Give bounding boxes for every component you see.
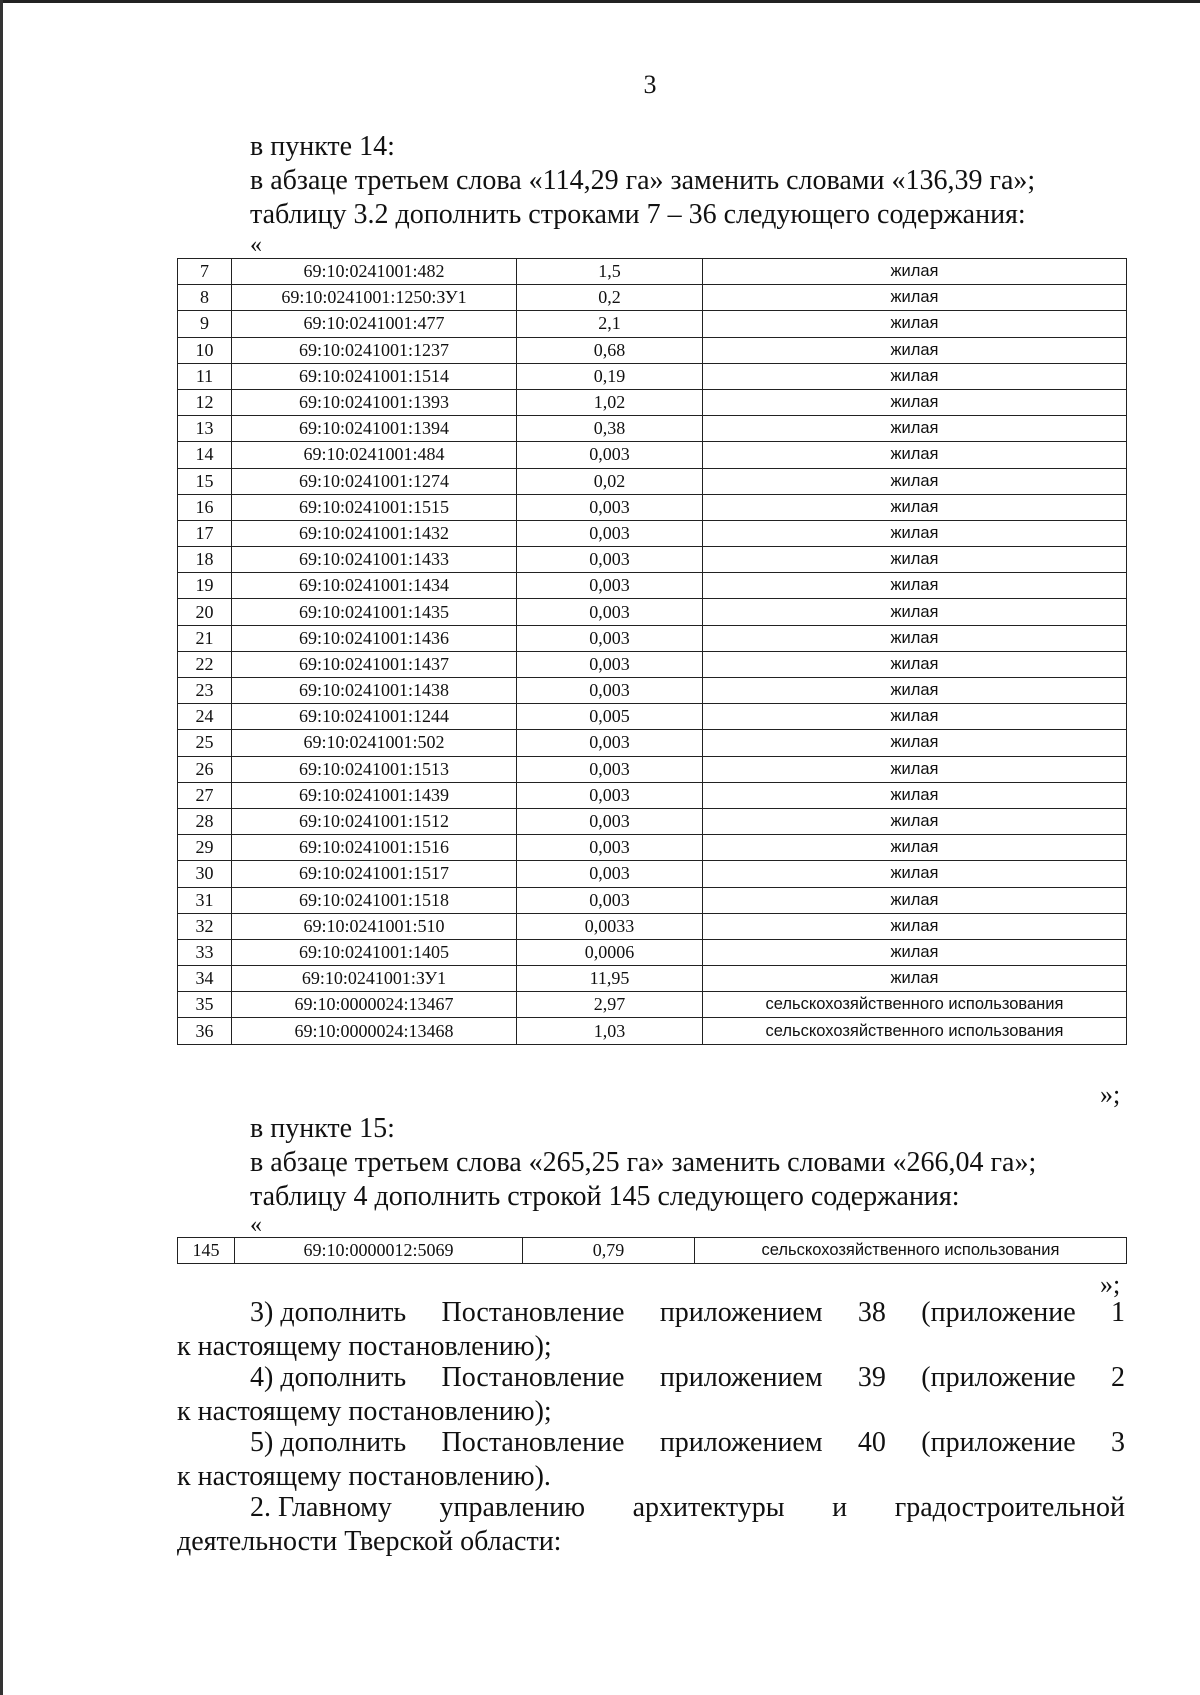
zone-type: жилая <box>703 547 1127 573</box>
table-row <box>178 389 1127 415</box>
table-row <box>178 625 1127 651</box>
zone-type: жилая <box>703 573 1127 599</box>
table-row <box>178 835 1127 861</box>
scan-left-edge <box>0 0 3 1695</box>
zone-type: жилая <box>703 599 1127 625</box>
cadastral-number: 69:10:0241001:1514 <box>232 363 517 389</box>
cadastral-number: 69:10:0241001:1438 <box>232 678 517 704</box>
table-row <box>178 573 1127 599</box>
table-row <box>178 1238 1127 1264</box>
area-value: 0,003 <box>517 547 703 573</box>
table-row <box>178 887 1127 913</box>
table-row <box>178 494 1127 520</box>
row-number: 25 <box>178 730 232 756</box>
area-value: 0,003 <box>517 730 703 756</box>
table-row <box>178 756 1127 782</box>
row-number: 145 <box>178 1238 235 1264</box>
area-value: 0,003 <box>517 625 703 651</box>
section14-close-quote: »; <box>1100 1080 1121 1109</box>
cadastral-number: 69:10:0241001:1513 <box>232 756 517 782</box>
area-value: 0,003 <box>517 651 703 677</box>
cadastral-number: 69:10:0241001:1518 <box>232 887 517 913</box>
zone-type: жилая <box>703 416 1127 442</box>
cadastral-number: 69:10:0241001:1515 <box>232 494 517 520</box>
area-value: 2,97 <box>517 992 703 1018</box>
area-value: 0,38 <box>517 416 703 442</box>
cadastral-number: 69:10:0000012:5069 <box>235 1238 523 1264</box>
row-number: 26 <box>178 756 232 782</box>
row-number: 23 <box>178 678 232 704</box>
zone-type: жилая <box>703 808 1127 834</box>
zone-type: жилая <box>703 337 1127 363</box>
area-value: 11,95 <box>517 966 703 992</box>
row-number: 21 <box>178 625 232 651</box>
table-row <box>178 966 1127 992</box>
cadastral-number: 69:10:0000024:13468 <box>232 1018 517 1044</box>
row-number: 7 <box>178 259 232 285</box>
cadastral-number: 69:10:0241001:1274 <box>232 468 517 494</box>
zone-type: жилая <box>703 625 1127 651</box>
zone-type: жилая <box>703 861 1127 887</box>
area-value: 0,003 <box>517 442 703 468</box>
area-value: 0,003 <box>517 861 703 887</box>
table-row <box>178 730 1127 756</box>
area-value: 0,003 <box>517 494 703 520</box>
section14-heading: в пункте 14: <box>250 131 395 162</box>
section14-replace-text: в абзаце третьем слова «114,29 га» заменить словами «136,39 га»; <box>250 165 1036 196</box>
cadastral-number: 69:10:0241001:1432 <box>232 520 517 546</box>
row-number: 11 <box>178 363 232 389</box>
page-number: 3 <box>643 70 657 99</box>
area-value: 0,005 <box>517 704 703 730</box>
area-value: 0,2 <box>517 285 703 311</box>
table-row <box>178 547 1127 573</box>
cadastral-number: 69:10:0241001:1393 <box>232 389 517 415</box>
item-3-line2: к настоящему постановлению); <box>177 1331 552 1362</box>
table-row <box>178 259 1127 285</box>
table-row <box>178 678 1127 704</box>
row-number: 36 <box>178 1018 232 1044</box>
item-5-line2: к настоящему постановлению). <box>177 1461 551 1492</box>
table-3-2-additions <box>177 258 1127 1045</box>
area-value: 0,003 <box>517 599 703 625</box>
table-row <box>178 992 1127 1018</box>
section15-heading: в пункте 15: <box>250 1113 395 1144</box>
item-2-line2: деятельности Тверской области: <box>177 1526 562 1557</box>
table-row <box>178 913 1127 939</box>
row-number: 31 <box>178 887 232 913</box>
zone-type: жилая <box>703 939 1127 965</box>
table-row <box>178 442 1127 468</box>
cadastral-number: 69:10:0241001:1517 <box>232 861 517 887</box>
cadastral-number: 69:10:0241001:1237 <box>232 337 517 363</box>
table-row <box>178 337 1127 363</box>
row-number: 17 <box>178 520 232 546</box>
area-value: 0,003 <box>517 520 703 546</box>
cadastral-number: 69:10:0241001:1405 <box>232 939 517 965</box>
row-number: 22 <box>178 651 232 677</box>
zone-type: жилая <box>703 913 1127 939</box>
row-number: 32 <box>178 913 232 939</box>
cadastral-number: 69:10:0241001:1516 <box>232 835 517 861</box>
table-row <box>178 599 1127 625</box>
area-value: 1,03 <box>517 1018 703 1044</box>
zone-type: жилая <box>703 887 1127 913</box>
row-number: 10 <box>178 337 232 363</box>
row-number: 18 <box>178 547 232 573</box>
area-value: 1,5 <box>517 259 703 285</box>
section15-close-quote: »; <box>1100 1270 1121 1299</box>
cadastral-number: 69:10:0241001:1394 <box>232 416 517 442</box>
cadastral-number: 69:10:0241001:1434 <box>232 573 517 599</box>
item-3-line1: 3) дополнить Постановление приложением 38 (приложение 1 <box>250 1297 1125 1328</box>
cadastral-number: 69:10:0241001:477 <box>232 311 517 337</box>
zone-type: жилая <box>703 442 1127 468</box>
area-value: 0,003 <box>517 678 703 704</box>
section15-table-intro: таблицу 4 дополнить строкой 145 следующего содержания: <box>250 1181 960 1212</box>
section15-open-quote: « <box>250 1212 262 1238</box>
cadastral-number: 69:10:0241001:482 <box>232 259 517 285</box>
row-number: 30 <box>178 861 232 887</box>
row-number: 34 <box>178 966 232 992</box>
cadastral-number: 69:10:0241001:1439 <box>232 782 517 808</box>
zone-type: жилая <box>703 520 1127 546</box>
zone-type: жилая <box>703 259 1127 285</box>
cadastral-number: 69:10:0000024:13467 <box>232 992 517 1018</box>
row-number: 28 <box>178 808 232 834</box>
cadastral-number: 69:10:0241001:1436 <box>232 625 517 651</box>
zone-type: жилая <box>703 704 1127 730</box>
zone-type: сельскохозяйственного использования <box>695 1238 1127 1264</box>
row-number: 13 <box>178 416 232 442</box>
row-number: 12 <box>178 389 232 415</box>
row-number: 24 <box>178 704 232 730</box>
cadastral-number: 69:10:0241001:1437 <box>232 651 517 677</box>
table-row <box>178 311 1127 337</box>
zone-type: жилая <box>703 966 1127 992</box>
area-value: 0,0033 <box>517 913 703 939</box>
zone-type: сельскохозяйственного использования <box>703 1018 1127 1044</box>
cadastral-number: 69:10:0241001:484 <box>232 442 517 468</box>
zone-type: жилая <box>703 389 1127 415</box>
cadastral-number: 69:10:0241001:ЗУ1 <box>232 966 517 992</box>
item-2-line1: 2. Главному управлению архитектуры и градостроительной <box>250 1492 1125 1523</box>
item-4-line1: 4) дополнить Постановление приложением 39 (приложение 2 <box>250 1362 1125 1393</box>
zone-type: жилая <box>703 782 1127 808</box>
row-number: 29 <box>178 835 232 861</box>
table-row <box>178 520 1127 546</box>
table-row <box>178 285 1127 311</box>
table-row <box>178 1018 1127 1044</box>
table-row <box>178 651 1127 677</box>
zone-type: жилая <box>703 494 1127 520</box>
cadastral-number: 69:10:0241001:510 <box>232 913 517 939</box>
row-number: 19 <box>178 573 232 599</box>
zone-type: жилая <box>703 468 1127 494</box>
table-row <box>178 861 1127 887</box>
row-number: 15 <box>178 468 232 494</box>
row-number: 14 <box>178 442 232 468</box>
section14-table-intro: таблицу 3.2 дополнить строками 7 – 36 следующего содержания: <box>250 199 1026 230</box>
zone-type: жилая <box>703 756 1127 782</box>
area-value: 0,02 <box>517 468 703 494</box>
item-4-line2: к настоящему постановлению); <box>177 1396 552 1427</box>
table-row <box>178 704 1127 730</box>
cadastral-number: 69:10:0241001:1244 <box>232 704 517 730</box>
section14-open-quote: « <box>250 232 262 258</box>
area-value: 0,0006 <box>517 939 703 965</box>
row-number: 27 <box>178 782 232 808</box>
area-value: 0,19 <box>517 363 703 389</box>
cadastral-number: 69:10:0241001:1433 <box>232 547 517 573</box>
cadastral-number: 69:10:0241001:1435 <box>232 599 517 625</box>
zone-type: жилая <box>703 678 1127 704</box>
area-value: 0,68 <box>517 337 703 363</box>
zone-type: жилая <box>703 835 1127 861</box>
row-number: 16 <box>178 494 232 520</box>
row-number: 33 <box>178 939 232 965</box>
area-value: 0,003 <box>517 756 703 782</box>
table-row <box>178 808 1127 834</box>
row-number: 9 <box>178 311 232 337</box>
table-row <box>178 416 1127 442</box>
item-5-line1: 5) дополнить Постановление приложением 40 (приложение 3 <box>250 1427 1125 1458</box>
section15-replace-text: в абзаце третьем слова «265,25 га» заменить словами «266,04 га»; <box>250 1147 1037 1178</box>
area-value: 0,003 <box>517 835 703 861</box>
table-row <box>178 782 1127 808</box>
scan-top-edge <box>0 0 1200 3</box>
zone-type: жилая <box>703 311 1127 337</box>
zone-type: жилая <box>703 651 1127 677</box>
table-row <box>178 363 1127 389</box>
cadastral-number: 69:10:0241001:1512 <box>232 808 517 834</box>
cadastral-number: 69:10:0241001:502 <box>232 730 517 756</box>
row-number: 8 <box>178 285 232 311</box>
row-number: 35 <box>178 992 232 1018</box>
zone-type: жилая <box>703 363 1127 389</box>
area-value: 0,79 <box>523 1238 695 1264</box>
cadastral-number: 69:10:0241001:1250:ЗУ1 <box>232 285 517 311</box>
area-value: 0,003 <box>517 782 703 808</box>
table-row <box>178 939 1127 965</box>
row-number: 20 <box>178 599 232 625</box>
area-value: 2,1 <box>517 311 703 337</box>
area-value: 0,003 <box>517 808 703 834</box>
table-4-addition <box>177 1237 1127 1264</box>
area-value: 0,003 <box>517 887 703 913</box>
zone-type: жилая <box>703 285 1127 311</box>
zone-type: сельскохозяйственного использования <box>703 992 1127 1018</box>
table-row <box>178 468 1127 494</box>
area-value: 1,02 <box>517 389 703 415</box>
area-value: 0,003 <box>517 573 703 599</box>
zone-type: жилая <box>703 730 1127 756</box>
